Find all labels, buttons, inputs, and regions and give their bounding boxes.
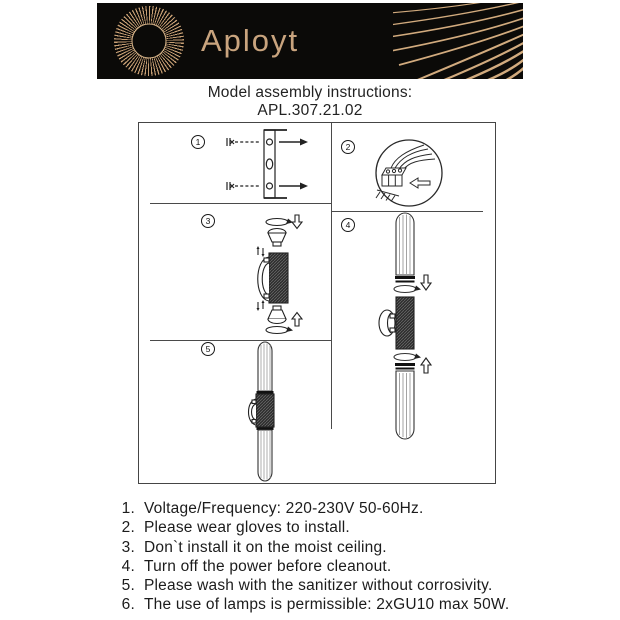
lamp-body (269, 253, 288, 303)
instruction-list (118, 499, 558, 615)
rotate-arrow-icon (266, 219, 288, 226)
wall-mount-icon (258, 257, 269, 301)
bracket-diagram (219, 127, 349, 201)
wiring-diagram (364, 135, 454, 213)
rotate-arrow-icon (394, 354, 416, 361)
model-code: APL.307.21.02 (257, 101, 363, 119)
diffuser-tube (396, 371, 414, 439)
step-number-4: 4 (341, 218, 355, 232)
list-item: 6. The use of lamps is permissible: 2xGU10 max 50W. (121, 596, 510, 614)
rotate-arrow-icon (266, 327, 288, 334)
arrow-up-icon (421, 358, 431, 373)
list-item: 2. Please wear gloves to install. (121, 519, 350, 537)
divider-left-1 (150, 203, 331, 204)
tube-assembly-diagram (371, 211, 439, 443)
gu10-bulb-icon (268, 306, 286, 324)
lamp-body (396, 297, 414, 349)
wall-mount-icon (249, 399, 257, 425)
screw-icon (227, 138, 261, 190)
arrow-down-icon (421, 275, 431, 290)
arrow-up-icon (292, 313, 302, 327)
rotate-arrow-icon (394, 286, 416, 293)
list-item: 4. Turn off the power before cleanout. (121, 557, 392, 575)
gu10-bulb-icon (268, 229, 286, 247)
brand-banner (97, 3, 523, 79)
sunburst-logo-icon (114, 6, 184, 76)
arrow-right-icon (279, 142, 300, 186)
list-item: 5. Please wash with the sanitizer without corrosivity. (121, 577, 493, 595)
bulb-install-diagram (241, 213, 311, 337)
assembly-diagram (138, 122, 496, 484)
list-item: 1. Voltage/Frequency: 220-230V 50-60Hz. (121, 500, 424, 517)
assembled-lamp-diagram (239, 341, 299, 483)
wall-mount-icon (379, 310, 395, 336)
lamp-body (256, 394, 274, 427)
list-item: 3. Don`t install it on the moist ceiling. (121, 538, 387, 556)
terminal-block-icon (382, 168, 406, 186)
diffuser-tube (396, 213, 414, 275)
page-title (0, 84, 620, 119)
step-number-2: 2 (341, 140, 355, 154)
brand-name: Aployt (201, 23, 300, 58)
rays-decoration-icon (393, 3, 523, 79)
step-number-5: 5 (201, 342, 215, 356)
step-number-1: 1 (191, 135, 205, 149)
arrow-down-icon (292, 215, 302, 229)
step-number-3: 3 (201, 214, 215, 228)
title-line: Model assembly instructions: (207, 84, 413, 101)
